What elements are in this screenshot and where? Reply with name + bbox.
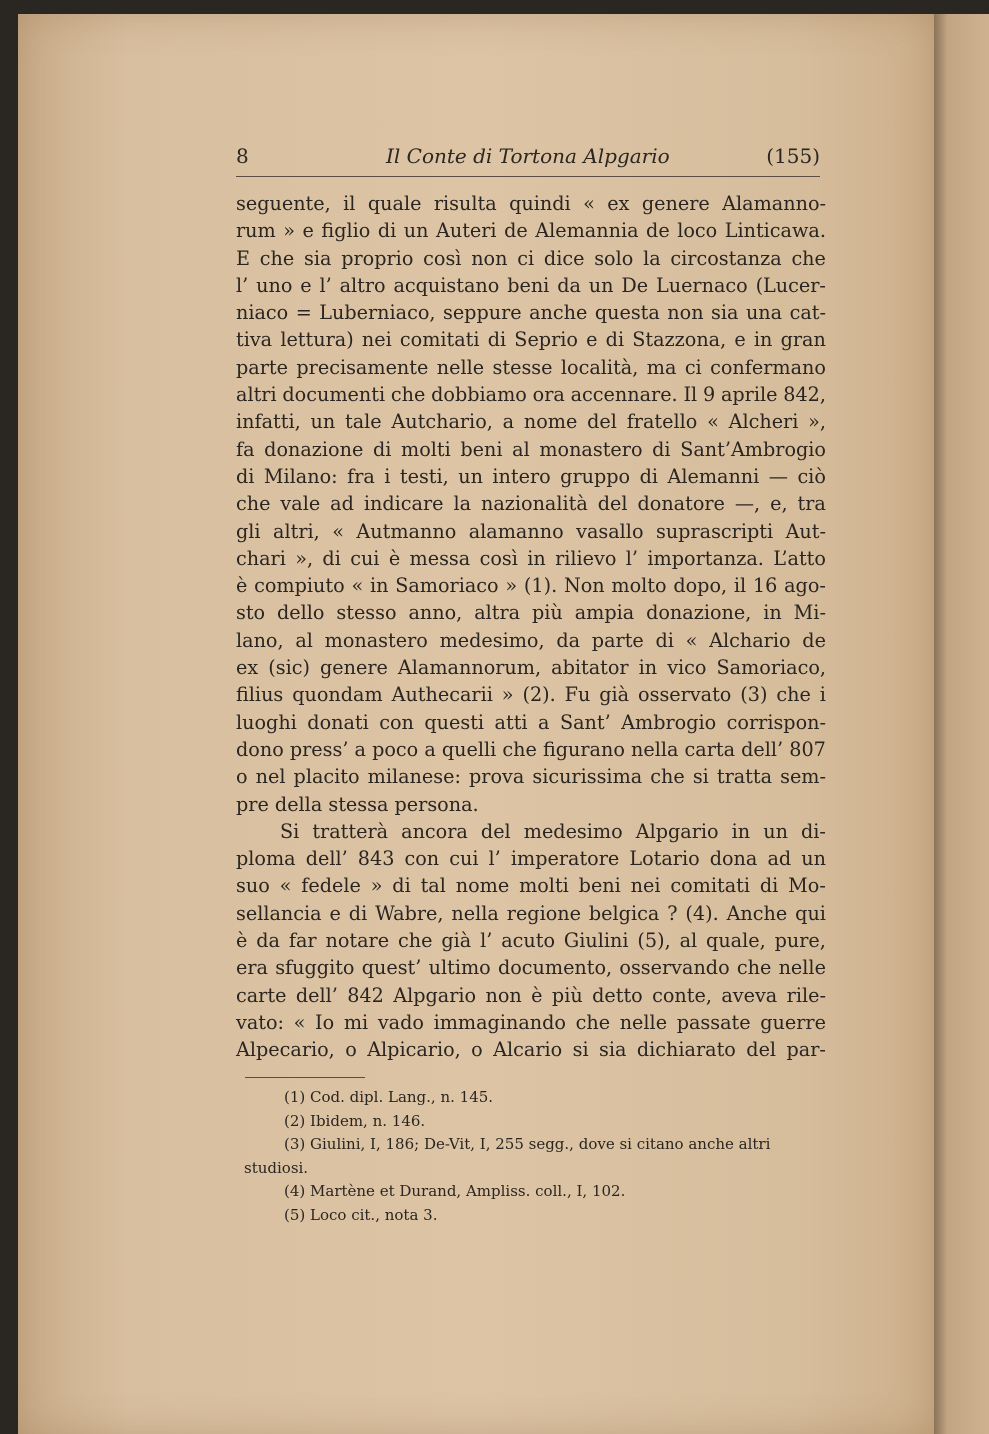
text-line: Alpecario, o Alpicario, o Alcario si sia dichiarato del par-: [236, 1038, 826, 1062]
footnote: (5) Loco cit., nota 3.: [284, 1205, 438, 1224]
text-line: è compiuto « in Samoriaco » (1). Non molto dopo, il 16 ago-: [236, 574, 826, 598]
text-line: ploma dell’ 843 con cui l’ imperatore Lotario dona ad un: [236, 847, 826, 871]
text-line: tiva lettura) nei comitati di Seprio e di Stazzona, e in gran: [236, 328, 826, 352]
text-line: sto dello stesso anno, altra più ampia donazione, in Mi-: [236, 601, 826, 625]
text-line: E che sia proprio così non ci dice solo la circostanza che: [236, 246, 826, 270]
running-title: Il Conte di Tortona Alpgario: [386, 144, 670, 168]
footnote-rule: [245, 1077, 365, 1078]
page-header: [236, 140, 820, 172]
text-line: che vale ad indicare la nazionalità del donatore —, e, tra: [236, 492, 826, 516]
text-line: è da far notare che già l’ acuto Giulini (5), al quale, pure,: [236, 929, 826, 953]
text-line: ex (sic) genere Alamannorum, abitator in vico Samoriaco,: [236, 656, 826, 680]
text-line: vato: « Io mi vado immaginando che nelle passate guerre: [236, 1010, 826, 1034]
text-line: chari », di cui è messa così in rilievo l’ importanza. L’atto: [236, 546, 826, 570]
footnotes: [244, 1086, 826, 1228]
footnote: (2) Ibidem, n. 146.: [284, 1111, 426, 1130]
text-line: suo « fedele » di tal nome molti beni nei comitati di Mo-: [236, 874, 826, 898]
text-line: rum » e figlio di un Auteri de Alemannia de loco Linticawa.: [236, 219, 826, 243]
text-line: pre della stessa persona.: [236, 792, 479, 816]
text-line: fa donazione di molti beni al monastero di Sant’Ambrogio: [236, 437, 826, 461]
text-line: infatti, un tale Autchario, a nome del fratello « Alcheri »,: [236, 410, 826, 434]
page-number: 8: [236, 144, 249, 168]
footnote: (1) Cod. dipl. Lang., n. 145.: [284, 1088, 494, 1106]
text-line: luoghi donati con questi atti a Sant’ Ambrogio corrispon-: [236, 710, 826, 734]
text-line: carte dell’ 842 Alpgario non è più detto conte, aveva rile-: [236, 983, 826, 1007]
text-line: niaco = Luberniaco, seppure anche questa non sia una cat-: [236, 301, 826, 325]
header-rule: [236, 176, 820, 177]
text-line: seguente, il quale risulta quindi « ex genere Alamanno-: [236, 192, 826, 215]
footnote-continuation: studiosi.: [244, 1158, 309, 1177]
text-line: sellancia e di Wabre, nella regione belgica ? (4). Anche qui: [236, 901, 826, 925]
text-line: altri documenti che dobbiamo ora accennare. Il 9 aprile 842,: [236, 383, 826, 407]
text-line: parte precisamente nelle stesse località, ma ci confermano: [236, 355, 826, 379]
text-line: era sfuggito quest’ ultimo documento, osservando che nelle: [236, 956, 826, 980]
text-line: o nel placito milanese: prova sicurissima che si tratta sem-: [236, 765, 826, 789]
footnote: (4) Martène et Durand, Ampliss. coll., I, 102.: [284, 1182, 626, 1201]
text-line: di Milano: fra i testi, un intero gruppo di Alemanni — ciò: [236, 464, 826, 488]
page-edge-shadow: [934, 14, 989, 1434]
original-page-reference: (155): [766, 144, 820, 168]
text-line: l’ uno e l’ altro acquistano beni da un De Luernaco (Lucer-: [236, 273, 826, 297]
text-line: dono press’ a poco a quelli che figurano nella carta dell’ 807: [236, 737, 826, 761]
text-line: filius quondam Authecarii » (2). Fu già osservato (3) che i: [236, 683, 826, 707]
footnote: (3) Giulini, I, 186; De-Vit, I, 255 segg., dove si citano anche altri: [284, 1135, 771, 1154]
text-line: Si tratterà ancora del medesimo Alpgario in un di-: [280, 819, 826, 843]
text-line: lano, al monastero medesimo, da parte di « Alchario de: [236, 628, 826, 652]
text-line: gli altri, « Autmanno alamanno vasallo suprascripti Aut-: [236, 519, 826, 543]
body-text: [236, 190, 826, 1064]
